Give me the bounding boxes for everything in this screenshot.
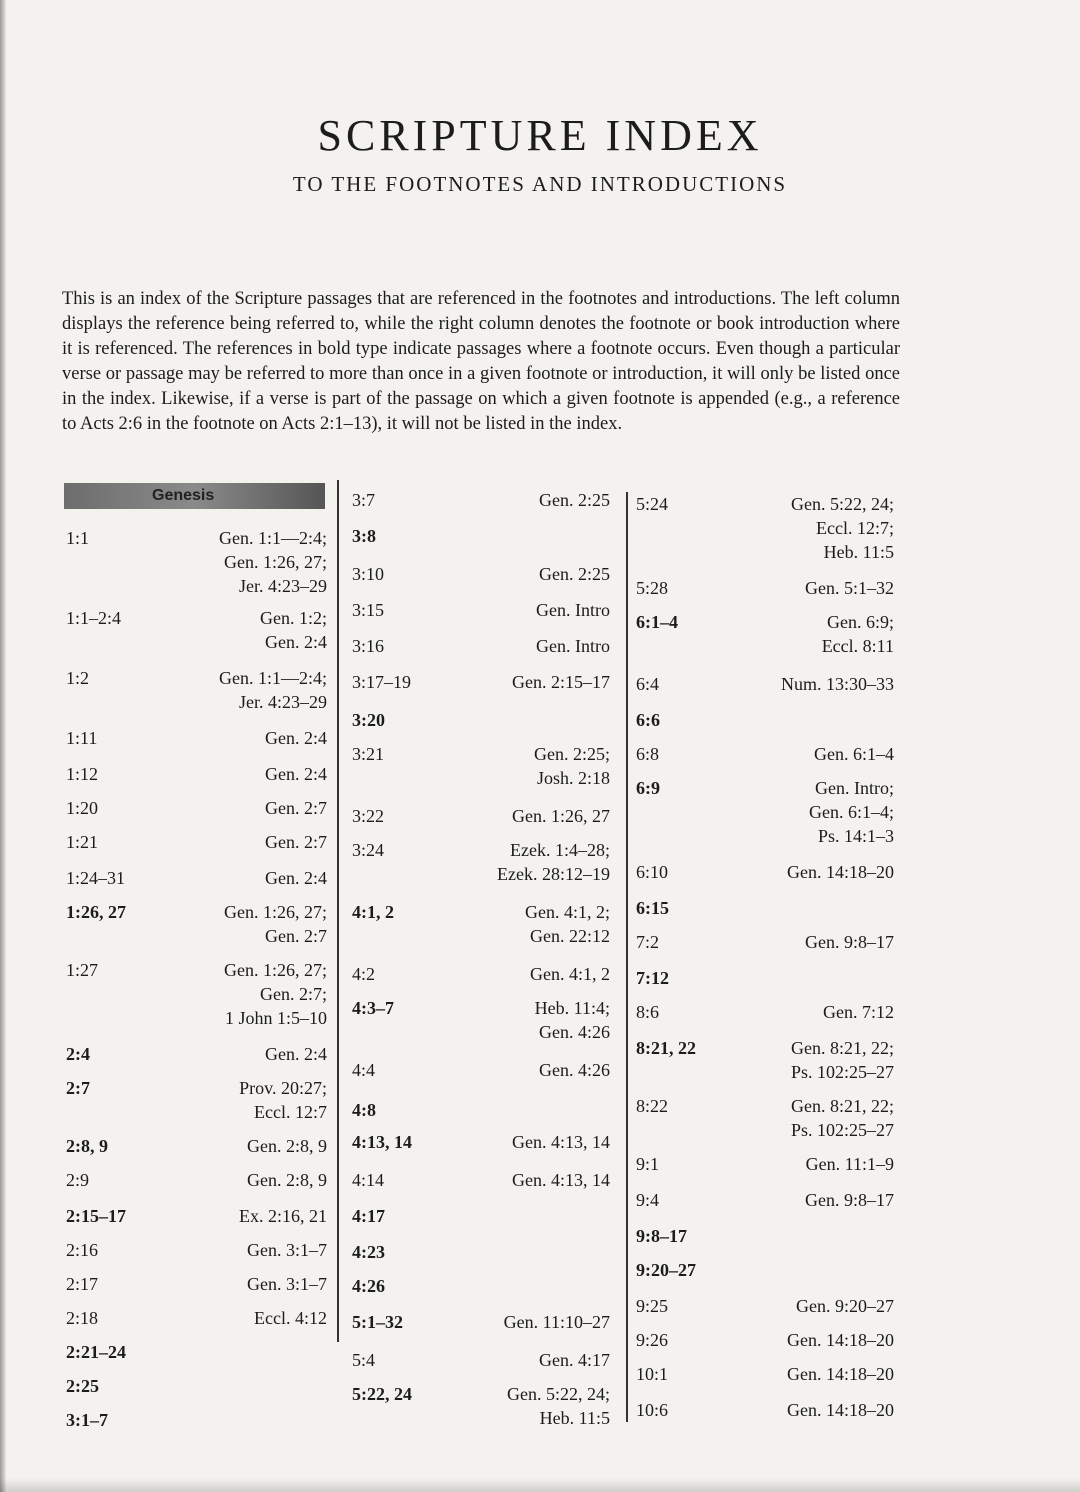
index-entry-reference: 2:4 <box>66 1044 90 1064</box>
index-entry-reference: 4:13, 14 <box>352 1132 412 1152</box>
index-entry-location: Gen. 2:8, 9 <box>247 1136 327 1156</box>
index-entry-reference: 3:17–19 <box>352 672 412 692</box>
index-entry-location: Gen. 2:15–17 <box>512 672 610 692</box>
index-column-1 <box>64 480 335 1440</box>
index-entry-location: Gen. 9:20–27 <box>796 1296 894 1316</box>
index-entry-reference: 7:2 <box>636 932 660 952</box>
index-entry-reference: 3:21 <box>352 744 385 764</box>
index-entry-location: Gen. 1:26, 27; Gen. 2:7; 1 John 1:5–10 <box>224 960 327 1028</box>
index-entry-location: Gen. 5:22, 24; Heb. 11:5 <box>507 1384 610 1428</box>
index-entry-reference: 4:2 <box>352 964 376 984</box>
index-entry-location: Gen. Intro <box>536 636 610 656</box>
index-entry-reference: 8:21, 22 <box>636 1038 696 1058</box>
index-entry-location: Gen. 2:4 <box>265 868 327 888</box>
index-entry-location: Gen. 2:4 <box>265 728 327 748</box>
index-entry-reference: 5:22, 24 <box>352 1384 412 1404</box>
index-entry-reference: 4:14 <box>352 1170 385 1190</box>
index-entry-location: Gen. 3:1–7 <box>247 1240 327 1260</box>
index-entry-location: Gen. Intro; Gen. 6:1–4; Ps. 14:1–3 <box>809 778 894 846</box>
index-entry-location: Gen. 4:1, 2 <box>530 964 610 984</box>
index-entry-reference: 2:9 <box>66 1170 90 1190</box>
index-entry-reference: 5:24 <box>636 494 669 514</box>
index-entry-reference: 4:4 <box>352 1060 376 1080</box>
index-entry-reference: 3:15 <box>352 600 385 620</box>
index-entry-location: Gen. 1:1—2:4; Gen. 1:26, 27; Jer. 4:23–29 <box>219 528 327 596</box>
index-entry-location: Prov. 20:27; Eccl. 12:7 <box>239 1078 327 1122</box>
index-entry-reference: 3:8 <box>352 526 376 546</box>
index-entry-location: Gen. 11:10–27 <box>503 1312 610 1332</box>
index-entry-reference: 6:15 <box>636 898 669 918</box>
index-entry-location: Gen. 4:17 <box>539 1350 610 1370</box>
index-entry-location: Gen. 14:18–20 <box>787 1364 894 1384</box>
index-entry-reference: 1:2 <box>66 668 90 688</box>
section-header-genesis <box>64 483 325 509</box>
index-entry-reference: 1:27 <box>66 960 99 980</box>
index-entry-reference: 4:3–7 <box>352 998 394 1018</box>
index-entry-reference: 1:11 <box>66 728 98 748</box>
index-entry-reference: 5:1–32 <box>352 1312 403 1332</box>
index-entry-location: Gen. 4:13, 14 <box>512 1170 610 1190</box>
index-entry-reference: 3:7 <box>352 490 376 510</box>
index-entry-location: Gen. 14:18–20 <box>787 862 894 882</box>
index-entry-reference: 2:15–17 <box>66 1206 126 1226</box>
index-entry-reference: 3:10 <box>352 564 385 584</box>
index-entry-location: Gen. 2:7 <box>265 798 327 818</box>
index-entry-location: Heb. 11:4; Gen. 4:26 <box>534 998 610 1042</box>
index-column-3 <box>630 480 902 1440</box>
index-entry-location: Gen. 9:8–17 <box>805 932 894 952</box>
index-entry-reference: 3:24 <box>352 840 385 860</box>
index-entry-reference: 4:26 <box>352 1276 385 1296</box>
index-entry-location: Gen. 1:1—2:4; Jer. 4:23–29 <box>219 668 327 712</box>
index-entry-location: Ezek. 1:4–28; Ezek. 28:12–19 <box>497 840 610 884</box>
index-entry-location: Gen. 2:25 <box>539 564 610 584</box>
index-entry-reference: 9:4 <box>636 1190 660 1210</box>
index-entry-reference: 9:26 <box>636 1330 669 1350</box>
index-entry-reference: 3:1–7 <box>66 1410 108 1430</box>
index-entry-reference: 2:8, 9 <box>66 1136 108 1156</box>
index-entry-reference: 4:17 <box>352 1206 385 1226</box>
page-bottom-shadow <box>0 1478 1080 1492</box>
index-entry-reference: 9:20–27 <box>636 1260 696 1280</box>
index-entry-location: Gen. 9:8–17 <box>805 1190 894 1210</box>
index-entry-location: Gen. 2:4 <box>265 764 327 784</box>
index-entry-reference: 9:8–17 <box>636 1226 687 1246</box>
index-entry-reference: 6:10 <box>636 862 669 882</box>
index-entry-location: Gen. 5:1–32 <box>805 578 894 598</box>
index-entry-reference: 5:4 <box>352 1350 376 1370</box>
index-entry-reference: 3:22 <box>352 806 385 826</box>
index-entry-location: Gen. 2:4 <box>265 1044 327 1064</box>
index-entry-location: Gen. 2:25 <box>539 490 610 510</box>
index-entry-reference: 9:1 <box>636 1154 660 1174</box>
index-entry-reference: 10:6 <box>636 1400 669 1420</box>
index-entry-location: Gen. 2:7 <box>265 832 327 852</box>
index-entry-reference: 1:21 <box>66 832 99 852</box>
index-entry-location: Gen. 3:1–7 <box>247 1274 327 1294</box>
index-entry-reference: 6:8 <box>636 744 660 764</box>
index-entry-reference: 9:25 <box>636 1296 669 1316</box>
index-entry-reference: 3:20 <box>352 710 385 730</box>
index-entry-location: Gen. 14:18–20 <box>787 1330 894 1350</box>
intro-paragraph: This is an index of the Scripture passages that are referenced in the footnotes and introductions. The left column displays the reference being referred to, while the right column denotes the footnote or book introduction where it is referenced. The references in bold type indicate passages where a footnote occurs. Even though a particular verse or passage may be referred to more than once in a given footnote or introduction, it will only be listed once in the index. Likewise, if a verse is part of the passage on which a given footnote is appended (e.g., a reference to Acts 2:6 in the footnote on Acts 2:1–13), it will not be listed in the index. <box>62 288 900 434</box>
index-entry-reference: 1:12 <box>66 764 99 784</box>
index-entry-reference: 1:24–31 <box>66 868 126 888</box>
index-entry-reference: 2:25 <box>66 1376 99 1396</box>
index-entry-location: Gen. 6:9; Eccl. 8:11 <box>821 612 894 656</box>
index-entry-location: Gen. 1:2; Gen. 2:4 <box>260 608 327 652</box>
index-entry-location: Gen. 4:13, 14 <box>512 1132 610 1152</box>
index-entry-reference: 6:9 <box>636 778 660 798</box>
index-entry-location: Eccl. 4:12 <box>254 1308 327 1328</box>
index-entry-reference: 1:1 <box>66 528 90 548</box>
index-entry-reference: 10:1 <box>636 1364 669 1384</box>
column-divider-2 <box>626 492 628 1422</box>
index-entry-reference: 2:16 <box>66 1240 99 1260</box>
index-entry-location: Gen. 4:1, 2; Gen. 22:12 <box>525 902 610 946</box>
index-entry-location: Gen. 11:1–9 <box>805 1154 894 1174</box>
index-entry-reference: 2:17 <box>66 1274 99 1294</box>
index-entry-reference: 2:21–24 <box>66 1342 126 1362</box>
index-entry-reference: 5:28 <box>636 578 669 598</box>
index-entry-location: Gen. Intro <box>536 600 610 620</box>
index-entry-reference: 1:1–2:4 <box>66 608 122 628</box>
index-entry-location: Num. 13:30–33 <box>780 674 894 694</box>
index-entry-reference: 6:6 <box>636 710 660 730</box>
index-entry-location: Gen. 2:25; Josh. 2:18 <box>534 744 610 788</box>
index-entry-reference: 1:20 <box>66 798 99 818</box>
index-entry-reference: 4:23 <box>352 1242 385 1262</box>
column-divider-1 <box>337 480 339 1342</box>
index-entry-location: Gen. 1:26, 27; Gen. 2:7 <box>224 902 327 946</box>
index-entry-location: Gen. 6:1–4 <box>814 744 894 764</box>
index-entry-reference: 4:8 <box>352 1100 376 1120</box>
index-entry-location: Gen. 1:26, 27 <box>512 806 610 826</box>
index-column-2 <box>346 480 618 1440</box>
index-entry-location: Ex. 2:16, 21 <box>239 1206 327 1226</box>
index-entry-location: Gen. 8:21, 22; Ps. 102:25–27 <box>790 1038 894 1082</box>
index-entry-location: Gen. 8:21, 22; Ps. 102:25–27 <box>790 1096 894 1140</box>
page-edge-shadow <box>0 0 6 1492</box>
section-header-label: Genesis <box>152 487 215 504</box>
index-entry-location: Gen. 5:22, 24; Eccl. 12:7; Heb. 11:5 <box>791 494 894 562</box>
index-entry-reference: 8:22 <box>636 1096 669 1116</box>
index-entry-location: Gen. 7:12 <box>823 1002 894 1022</box>
index-entry-reference: 1:26, 27 <box>66 902 126 922</box>
index-entry-location: Gen. 4:26 <box>539 1060 610 1080</box>
index-entry-location: Gen. 14:18–20 <box>787 1400 894 1420</box>
index-entry-reference: 4:1, 2 <box>352 902 394 922</box>
index-entry-reference: 3:16 <box>352 636 385 656</box>
index-entry-reference: 8:6 <box>636 1002 660 1022</box>
index-entry-reference: 2:18 <box>66 1308 99 1328</box>
index-entry-reference: 2:7 <box>66 1078 90 1098</box>
index-entry-reference: 7:12 <box>636 968 669 988</box>
index-entry-reference: 6:4 <box>636 674 660 694</box>
index-entry-reference: 6:1–4 <box>636 612 678 632</box>
page-title: SCRIPTURE INDEX <box>317 111 763 160</box>
page-subtitle: TO THE FOOTNOTES AND INTRODUCTIONS <box>292 172 788 196</box>
index-entry-location: Gen. 2:8, 9 <box>247 1170 327 1190</box>
